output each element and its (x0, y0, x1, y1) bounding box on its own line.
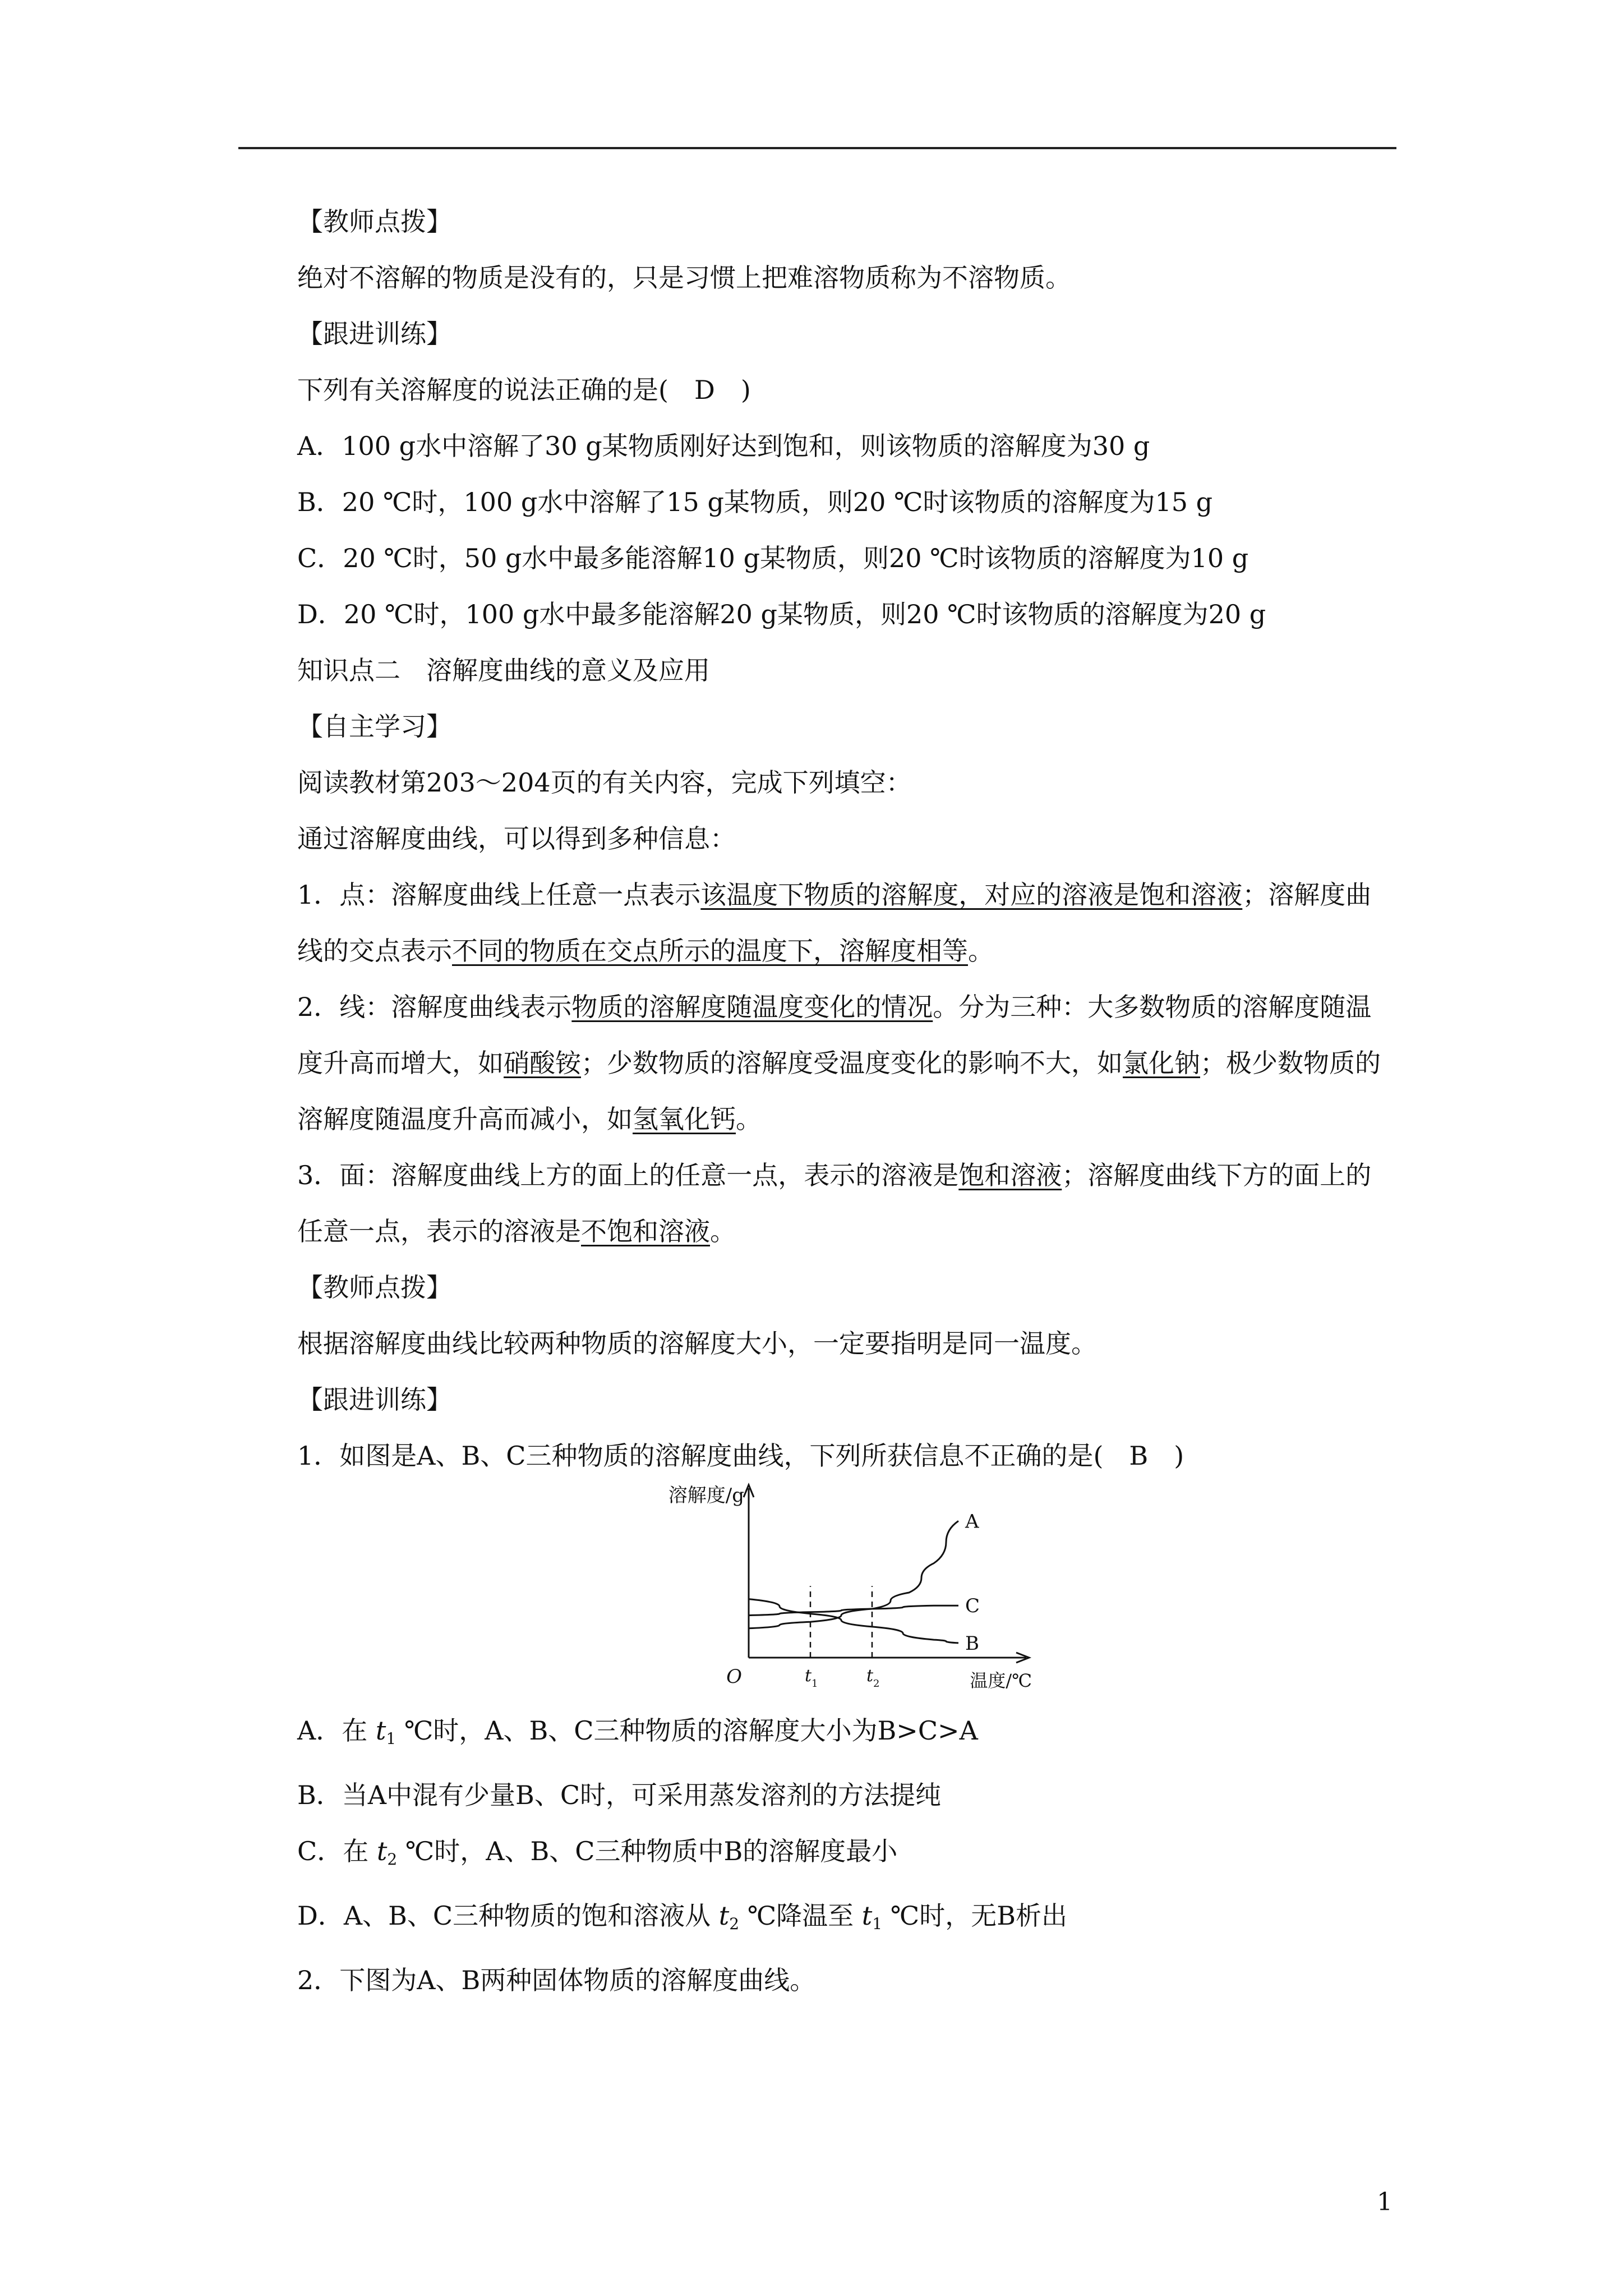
surface-text-3: 。 (710, 1216, 736, 1246)
question-text: 下列有关溶解度的说法正确的是( D ) (297, 375, 751, 405)
series-label-a: A (965, 1510, 979, 1533)
q1-option-d-var: t (718, 1901, 730, 1931)
solubility-chart (628, 1478, 1054, 1697)
line-text-4: ；极少数物质的溶解度随温度升高而减小，如 (297, 1048, 1381, 1134)
knowledge-point-title: 知识点二 溶解度曲线的意义及应用 (297, 655, 710, 685)
teacher-tip-2-text: 根据溶解度曲线比较两种物质的溶解度大小，一定要指明是同一温度。 (297, 1328, 1097, 1359)
q1-option-a-post: ℃时，A、B、C三种物质的溶解度大小为B>C>A (404, 1715, 978, 1746)
line-paragraph (244, 979, 1396, 1147)
q1-option-a-pre: A．在 (297, 1715, 368, 1746)
page-number: 1 (1377, 2188, 1393, 2216)
q1-option-a-var: t (375, 1715, 386, 1746)
solubility-chart-svg (628, 1478, 1054, 1697)
line-text-1: 2．线：溶解度曲线表示 (297, 992, 572, 1022)
surface-text-1: 3．面：溶解度曲线上方的面上的任意一点，表示的溶液是 (297, 1160, 959, 1190)
line-text-3: ；少数物质的溶解度受温度变化的影响不大，如 (581, 1048, 1123, 1078)
option-d: D．20 ℃时，100 g水中最多能溶解20 g某物质，则20 ℃时该物质的溶解度为20 g (297, 599, 1266, 629)
self-study-heading: 【自主学习】 (297, 711, 452, 742)
content-area (297, 194, 1391, 2008)
q1-option-c (297, 1823, 1391, 1888)
option-c: C．20 ℃时，50 g水中最多能溶解10 g某物质，则20 ℃时该物质的溶解度为10 g (297, 543, 1249, 573)
x-tick-subscript: 2 (873, 1678, 880, 1690)
q1-option-a-sub: 1 (386, 1729, 396, 1748)
q1-option-d-var-2: t (861, 1901, 873, 1931)
followup-heading: 【跟进训练】 (297, 319, 452, 349)
self-study-intro: 阅读教材第203～204页的有关内容，完成下列填空： (297, 767, 912, 798)
series-line-a (749, 1521, 958, 1628)
teacher-tip-text: 绝对不溶解的物质是没有的，只是习惯上把难溶物质称为不溶物质。 (297, 263, 1071, 293)
q1-option-d-pre: D．A、B、C三种物质的饱和溶液从 (297, 1901, 711, 1931)
point-text-2: ；溶解度曲线的交点表示 (297, 880, 1372, 966)
x-tick-label: t (805, 1666, 812, 1686)
point-answer-1: 该温度下物质的溶解度，对应的溶液是饱和溶液 (700, 880, 1243, 910)
y-axis-label: 溶解度/g (668, 1484, 744, 1507)
line-answer-2: 硝酸铵 (504, 1048, 581, 1078)
series-label-c: C (965, 1595, 980, 1618)
series-label-b: B (965, 1632, 979, 1655)
point-text-1: 1．点：溶解度曲线上任意一点表示 (297, 880, 701, 910)
q1-option-c-pre: C．在 (297, 1836, 369, 1866)
header-rule (238, 147, 1396, 149)
line-text-2: 。分为三种：大多数物质的溶解度随温度升高而增大，如 (297, 992, 1372, 1078)
line-answer-1: 物质的溶解度随温度变化的情况 (571, 992, 933, 1022)
question-1-text: 1．如图是A、B、C三种物质的溶解度曲线，下列所获信息不正确的是( B ) (297, 1441, 1184, 1471)
point-answer-2: 不同的物质在交点所示的温度下，溶解度相等 (452, 936, 968, 966)
q1-option-b: B．当A中混有少量B、C时，可采用蒸发溶剂的方法提纯 (297, 1780, 942, 1810)
q1-option-a (297, 1703, 1391, 1767)
q1-option-d-post: ℃时，无B析出 (890, 1901, 1067, 1931)
surface-answer-2: 不饱和溶液 (581, 1216, 710, 1246)
origin-label: O (726, 1665, 742, 1688)
surface-answer-1: 饱和溶液 (958, 1160, 1062, 1190)
question-2-text: 2．下图为A、B两种固体物质的溶解度曲线。 (297, 1965, 816, 1995)
line-text-5: 。 (736, 1104, 762, 1134)
q1-option-c-var: t (376, 1836, 388, 1866)
x-tick-label: t (866, 1666, 874, 1686)
q1-option-c-sub: 2 (387, 1850, 398, 1869)
surface-text-2: ；溶解度曲线下方的面上的任意一点，表示的溶液是 (297, 1160, 1372, 1246)
q1-option-c-post: ℃时，A、B、C三种物质中B的溶解度最小 (405, 1836, 898, 1866)
x-tick-subscript: 1 (811, 1678, 818, 1690)
surface-paragraph (244, 1147, 1396, 1259)
line-answer-3: 氯化钠 (1123, 1048, 1200, 1078)
point-paragraph (244, 867, 1396, 979)
option-b: B．20 ℃时，100 g水中溶解了15 g某物质，则20 ℃时该物质的溶解度为15 g (297, 487, 1213, 517)
self-study-lead: 通过溶解度曲线，可以得到多种信息： (297, 823, 736, 854)
q1-option-d (297, 1888, 1391, 1952)
q1-option-d-sub: 2 (729, 1915, 740, 1933)
q1-option-d-mid: ℃降温至 (747, 1901, 854, 1931)
q1-option-d-sub-2: 1 (872, 1915, 883, 1933)
followup-2-heading: 【跟进训练】 (297, 1384, 452, 1415)
point-text-3: 。 (968, 936, 994, 966)
teacher-tip-2-heading: 【教师点拨】 (297, 1272, 452, 1303)
option-a: A．100 g水中溶解了30 g某物质刚好达到饱和，则该物质的溶解度为30 g (297, 431, 1150, 461)
x-axis-label: 温度/℃ (970, 1670, 1032, 1691)
teacher-tip-heading: 【教师点拨】 (297, 206, 452, 237)
line-answer-4: 氢氧化钙 (633, 1104, 736, 1134)
